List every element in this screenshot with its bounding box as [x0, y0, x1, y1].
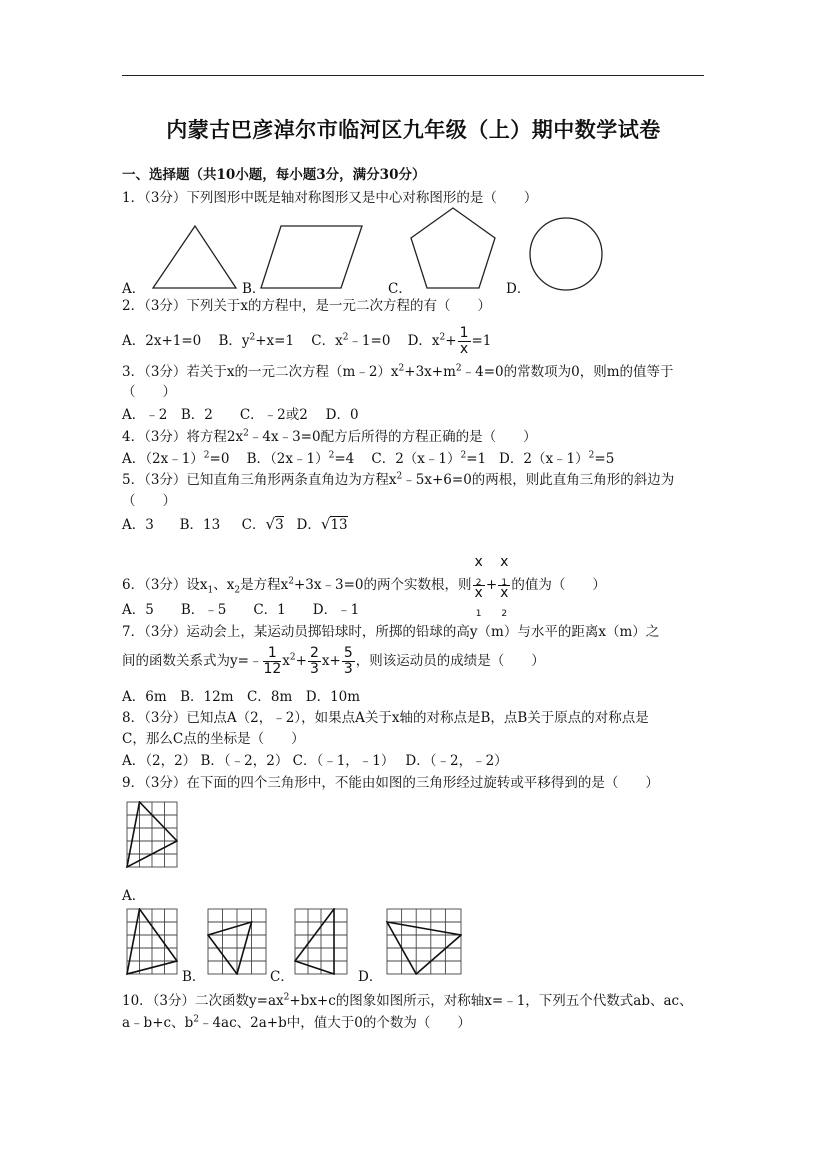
q10-line1: 10．（3分）二次函数$y=ax^2+bx+c$的图象如图所示，对称轴x=﹣1，下列五个代数式ab、ac、 — [122, 992, 693, 1009]
triangle-icon — [150, 224, 240, 290]
q7-line1: 7．（3分）运动会上，某运动员掷铅球时，所掷的铅球的高y（m）与水平的距离x（m）之 — [122, 624, 660, 640]
grid-triangle-a — [126, 908, 178, 975]
q2-options: A．2x+1=0 B．$y^2+x=1$ C．$x^2﹣1=0$ D．$x^2+$ $\frac{1}{x}$ =1 — [122, 325, 492, 357]
fraction: $\frac{2}{3}$ — [309, 645, 319, 677]
q6-stem: 6．（3分）设$x_1$、$x_2$是方程$x^2+3x﹣3=0$的两个实数根，则 x $_2$ x $_1$ + x $_1$ x $_2$ 的值为（ ） — [122, 554, 606, 619]
circle-icon — [527, 215, 605, 293]
page-title: 内蒙古巴彦淖尔市临河区九年级（上）期中数学试卷 — [166, 117, 661, 142]
fraction: $\frac{1}{x}$ — [459, 325, 469, 357]
q1-label-b: B． — [242, 281, 266, 297]
q10-line2: a﹣b+c、$b^2﹣4ac$、2a+b中，值大于0的个数为（ ） — [122, 1014, 471, 1031]
q9-stem: 9．（3分）在下面的四个三角形中，不能由如图的三角形经过旋转或平移得到的是（ ） — [122, 775, 659, 791]
parallelogram-icon — [259, 224, 365, 290]
fraction: $\frac{5}{3}$ — [343, 645, 353, 677]
q5-options: A．3 B．13 C．√3 D．√13 — [122, 515, 348, 533]
q5-line2: （ ） — [122, 493, 176, 509]
q9-label-b: B． — [182, 969, 206, 985]
q8-options: A．（2，2） B．（﹣2，2） C．（﹣1，﹣1） D．（﹣2，﹣2） — [122, 753, 508, 769]
q3-options: A．﹣2 B．2 C．﹣2或2 D．0 — [122, 407, 359, 423]
q9-label-c: C． — [270, 969, 294, 985]
q1-label-c: C． — [388, 281, 412, 297]
pentagon-icon — [408, 205, 498, 291]
grid-triangle-b — [207, 908, 267, 975]
fraction: $\frac{1}{12}$ — [263, 645, 282, 677]
q2-stem: 2．（3分）下列关于x的方程中，是一元二次方程的有（ ） — [122, 298, 492, 314]
q3-line1: 3．（3分）若关于x的一元二次方程$(m﹣2)x^2+3x+m^2﹣4=0$的常数项为0，则m的值等于 — [122, 363, 674, 380]
q7-options: A．6m B．12m C．8m D．10m — [122, 689, 361, 705]
header-rule — [122, 75, 704, 76]
q1-label-d: D． — [506, 281, 531, 297]
q4-stem: 4．（3分）将方程$2x^2﹣4x﹣3=0$配方后所得的方程正确的是（ ） — [122, 428, 537, 445]
q8-line1: 8．（3分）已知点A（2，﹣2），如果点A关于x轴的对称点是B，点B关于原点的对称点是 — [122, 710, 649, 726]
fraction: x $_1$ x $_2$ — [500, 554, 509, 619]
q7-line2: 间的函数关系式为y=﹣ $\frac{1}{12}$ $x^2+$ $\frac{2}{3}$ x+ $\frac{5}{3}$ ，则该运动员的成绩是（ ） — [122, 645, 545, 677]
q8-line2: C，那么C点的坐标是（ ） — [122, 731, 305, 747]
q9-label-a: A． — [122, 888, 146, 904]
section-heading: 一、选择题（共10小题，每小题3分，满分30分） — [122, 167, 426, 183]
q1-stem: 1．（3分）下列图形中既是轴对称图形又是中心对称图形的是（ ） — [122, 190, 538, 206]
fraction: x $_2$ x $_1$ — [474, 554, 483, 619]
q6-options: A．5 B．﹣5 C．1 D．﹣1 — [122, 602, 360, 618]
q4-options: A．（2x﹣1）$^2$=0 B．（2x﹣1）$^2$=4 C．2（x﹣1）$^2$=1 D．2（x﹣1）$^2$=5 — [122, 450, 615, 467]
grid-triangle-d — [386, 908, 462, 975]
q9-label-d: D． — [358, 969, 383, 985]
grid-triangle-original — [126, 801, 178, 868]
q5-line1: 5．（3分）已知直角三角形两条直角边为方程$x^2﹣5x+6=0$的两根，则此直角三角形的斜边为 — [122, 471, 675, 488]
q1-label-a: A． — [122, 281, 146, 297]
q3-line2: （ ） — [122, 384, 176, 400]
grid-triangle-c — [294, 908, 348, 975]
